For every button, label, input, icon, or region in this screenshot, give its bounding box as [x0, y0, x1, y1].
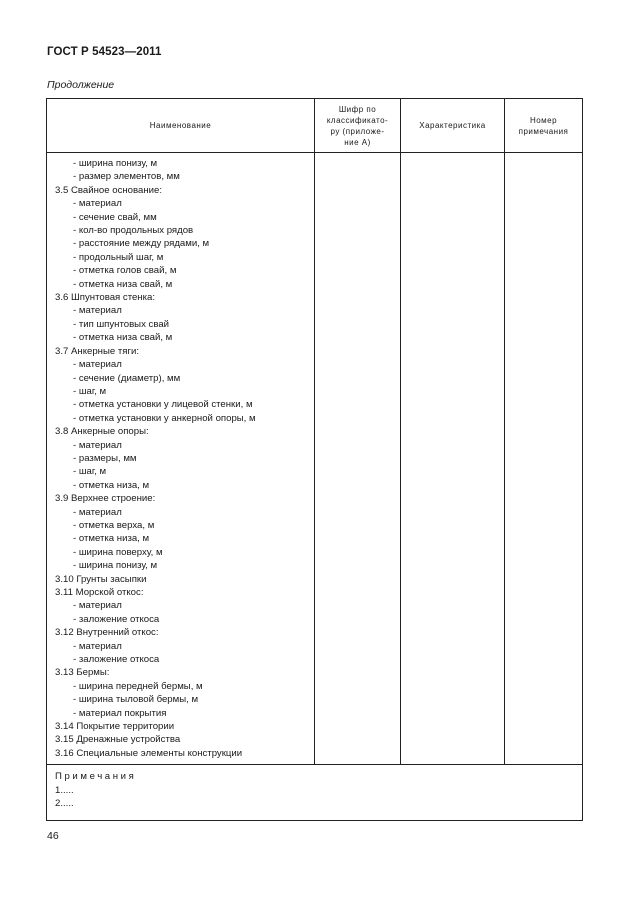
table-row: 3.15 Дренажные устройства [55, 734, 181, 746]
specification-table [46, 98, 583, 821]
table-row: - отметка низа, м [73, 533, 150, 545]
column-header-line: ру (приложе- [330, 126, 385, 136]
document-code: ГОСТ Р 54523—2011 [47, 46, 162, 58]
column-header-line: Номер [529, 115, 558, 125]
table-row: 3.6 Шпунтовая стенка: [55, 292, 156, 304]
table-row: 3.14 Покрытие территории [55, 721, 175, 733]
page-number: 46 [47, 830, 59, 842]
column-header-line: Характеристика [419, 121, 486, 130]
table-row: - заложение откоса [73, 613, 160, 625]
table-row: - материал [73, 439, 122, 451]
table-row: - материал [73, 198, 122, 210]
table-row: - размеры, мм [73, 452, 137, 464]
table-row: - отметка низа свай, м [73, 332, 173, 344]
column-header-characteristic [401, 99, 504, 152]
table-row: - материал [73, 506, 122, 518]
table-row: - сечение (диаметр), мм [73, 372, 181, 384]
table-row: 3.10 Грунты засыпки [55, 573, 147, 585]
column-header-line: ние А) [344, 137, 371, 147]
table-row: - материал [73, 359, 122, 371]
table-row: - тип шпунтовых свай [73, 318, 170, 330]
table-rows [55, 157, 256, 760]
column-header-line: Наименование [149, 121, 212, 130]
column-header-code [315, 99, 400, 152]
table-row: - продольный шаг, м [73, 251, 164, 263]
notes-section [55, 770, 136, 811]
column-header-line: классификато- [326, 115, 389, 125]
table-row: - кол-во продольных рядов [73, 225, 194, 237]
column-divider [400, 99, 401, 765]
notes-title: Примечания [55, 771, 137, 782]
column-header-name [47, 99, 314, 152]
table-row: - отметка низа, м [73, 479, 150, 491]
table-row: 3.5 Свайное основание: [55, 184, 162, 196]
table-row: - расстояние между рядами, м [73, 238, 210, 250]
table-row: - отметка голов свай, м [73, 265, 177, 277]
column-header-note-number [505, 99, 582, 152]
table-row: - ширина понизу, м [73, 158, 158, 169]
header-divider [47, 152, 582, 153]
note-line: 2..... [55, 798, 74, 810]
table-row: - шаг, м [73, 385, 107, 397]
column-divider [314, 99, 315, 765]
table-row: - отметка верха, м [73, 519, 155, 531]
table-row: - отметка установки у лицевой стенки, м [73, 399, 253, 411]
table-row: 3.9 Верхнее строение: [55, 493, 156, 505]
continuation-label: Продолжение [47, 79, 115, 91]
table-row: - размер элементов, мм [73, 171, 180, 183]
notes-divider [47, 764, 582, 765]
column-divider [504, 99, 505, 765]
table-row: - материал [73, 640, 122, 652]
table-row: - ширина поверху, м [73, 546, 163, 558]
table-row: - отметка низа свай, м [73, 278, 173, 290]
table-row: - ширина тыловой бермы, м [73, 694, 199, 706]
table-row: - ширина передней бермы, м [73, 680, 203, 692]
table-row: 3.16 Специальные элементы конструкции [55, 747, 243, 759]
table-row: 3.7 Анкерные тяги: [55, 345, 139, 357]
table-row: 3.13 Бермы: [55, 667, 110, 679]
table-row: - материал [73, 600, 122, 612]
table-row: - материал [73, 305, 122, 317]
table-row: 3.12 Внутренний откос: [55, 627, 159, 639]
table-row: 3.11 Морской откос: [55, 587, 144, 598]
table-row: - сечение свай, мм [73, 211, 157, 223]
table-row: - заложение откоса [73, 654, 160, 666]
note-line: 1..... [55, 784, 74, 796]
table-row: - отметка установки у анкерной опоры, м [73, 412, 256, 424]
column-header-line: примечания [518, 126, 569, 136]
table-row: - материал покрытия [73, 707, 167, 719]
table-row: 3.8 Анкерные опоры: [55, 426, 149, 438]
column-header-line: Шифр по [338, 104, 377, 114]
table-row: - ширина понизу, м [73, 560, 158, 572]
table-row: - шаг, м [73, 466, 107, 478]
